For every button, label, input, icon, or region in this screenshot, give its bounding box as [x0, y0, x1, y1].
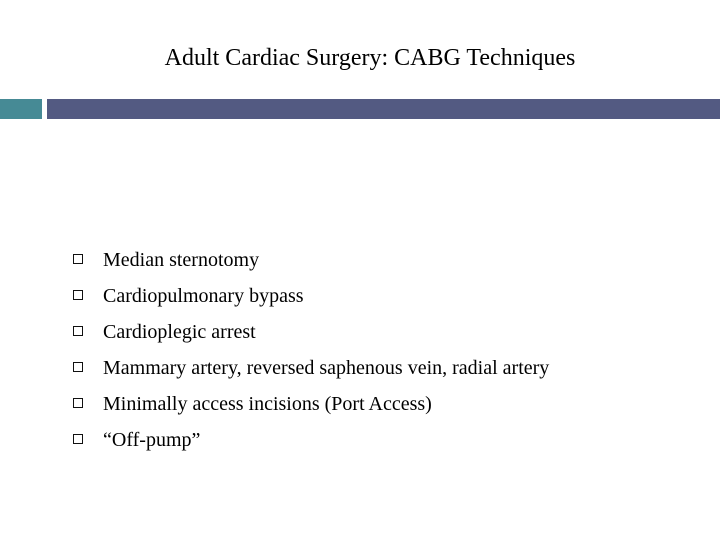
bullet-list	[70, 242, 549, 458]
bullet-text: Minimally access incisions (Port Access)	[103, 393, 432, 415]
slide-title: Adult Cardiac Surgery: CABG Techniques	[164, 45, 576, 71]
list-item	[70, 350, 549, 386]
square-bullet-icon	[73, 326, 83, 336]
list-item	[70, 386, 549, 422]
bullet-text: Median sternotomy	[103, 249, 260, 271]
square-bullet-icon	[73, 290, 83, 300]
title-rule-bar	[47, 99, 720, 119]
bullet-text: Cardioplegic arrest	[103, 321, 256, 343]
bullet-text: Cardiopulmonary bypass	[103, 285, 304, 307]
bullet-text: Mammary artery, reversed saphenous vein, radial artery	[103, 357, 550, 379]
square-bullet-icon	[73, 362, 83, 372]
list-item	[70, 278, 549, 314]
square-bullet-icon	[73, 254, 83, 264]
list-item	[70, 422, 549, 458]
square-bullet-icon	[73, 398, 83, 408]
title-accent-bar	[0, 99, 42, 119]
bullet-text: “Off-pump”	[103, 429, 201, 451]
list-item	[70, 242, 549, 278]
list-item	[70, 314, 549, 350]
square-bullet-icon	[73, 434, 83, 444]
